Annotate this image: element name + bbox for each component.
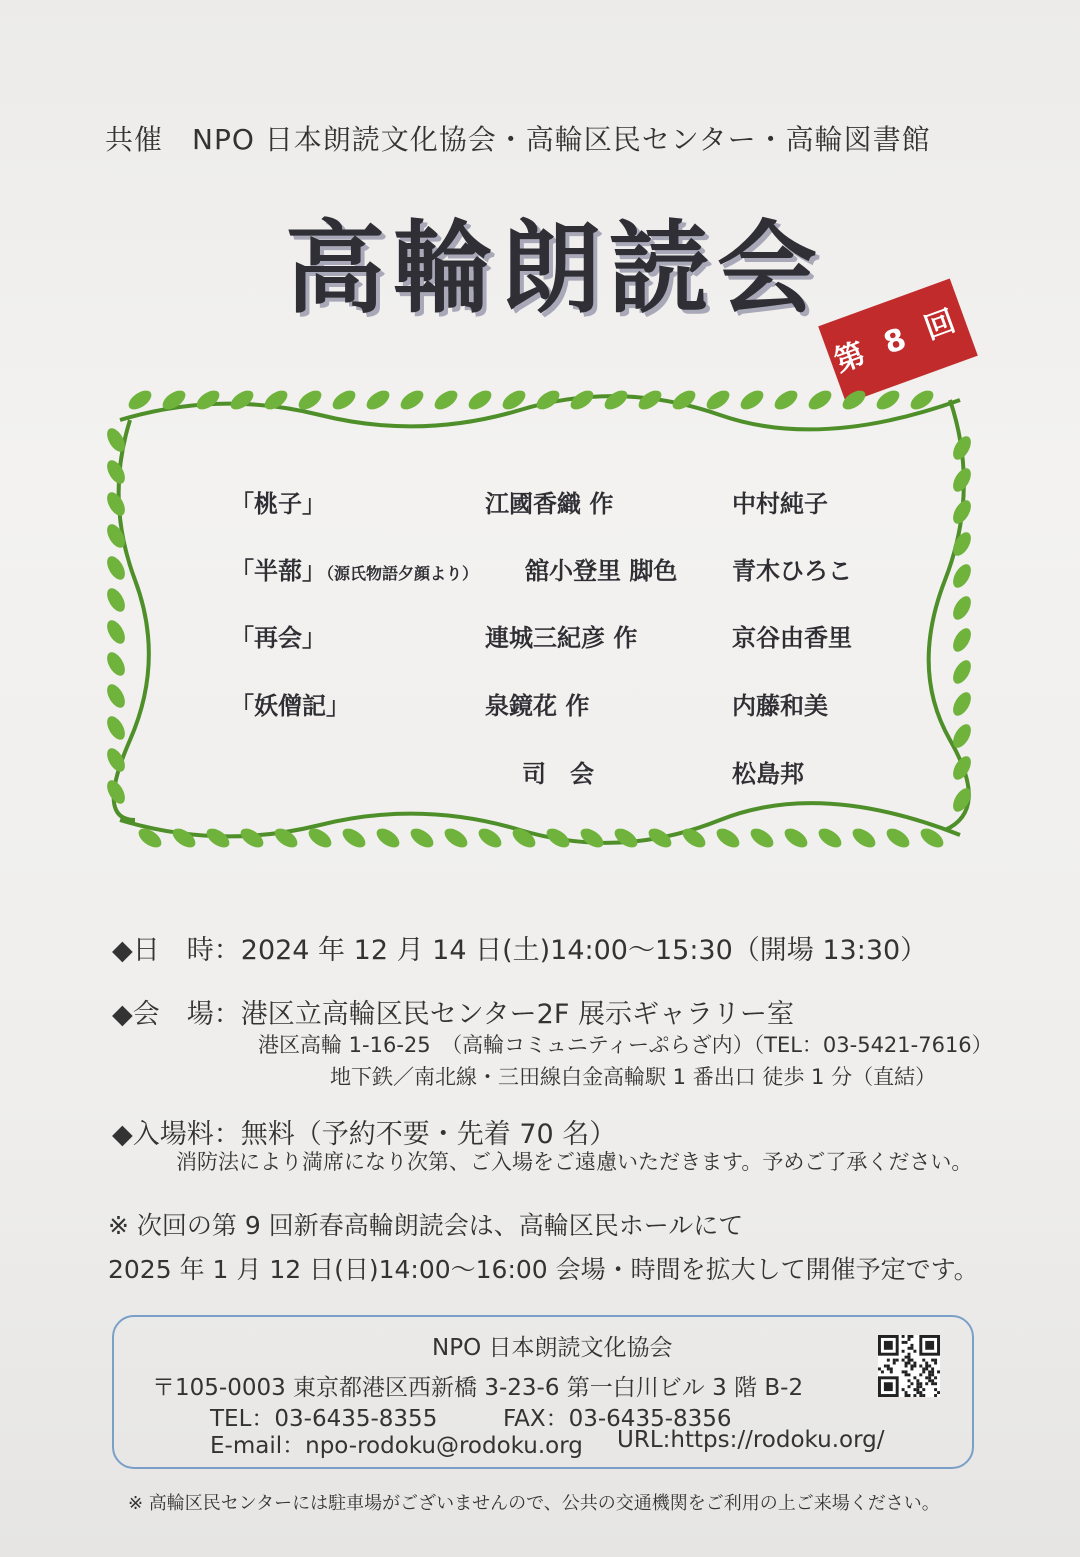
program-reader-1: 中村純子 [732, 490, 828, 518]
leaf-icon [839, 387, 868, 413]
leaf-icon [883, 825, 912, 851]
venue-address: 港区高輪 1-16-25 （高輪コミュニティーぷらざ内）（TEL：03-5421-7616） [258, 1033, 993, 1057]
qr-code-icon[interactable] [878, 1335, 940, 1397]
leaf-icon [669, 387, 698, 413]
contact-tel: TEL：03-6435-8355 [210, 1406, 438, 1432]
leaf-icon [713, 825, 742, 851]
leaf-icon [125, 387, 154, 413]
program-reader-4: 内藤和美 [732, 692, 828, 720]
leaf-icon [103, 617, 128, 647]
leaf-icon [949, 753, 974, 783]
leaf-icon [577, 825, 606, 851]
leaf-icon [737, 387, 766, 413]
edition-badge: 第 8 回 [818, 279, 978, 404]
fee-label: ◆入場料： [112, 1119, 241, 1150]
leaf-icon [103, 489, 128, 519]
leaf-icon [949, 689, 974, 719]
leaf-icon [601, 387, 630, 413]
date-value: 2024 年 12 月 14 日(土)14:00～15:30（開場 13:30） [240, 935, 928, 966]
leaf-icon [475, 825, 504, 851]
contact-org: NPO 日本朗読文化協会 [432, 1335, 673, 1361]
program-reader-2: 青木ひろこ [732, 557, 852, 585]
venue-access: 地下鉄／南北線・三田線白金高輪駅 1 番出口 徒歩 1 分（直結） [330, 1065, 937, 1089]
leaf-icon [815, 825, 844, 851]
program-row-1 [230, 484, 326, 519]
parking-note: ※ 高輪区民センターには駐車場がございませんので、公共の交通機関をご利用の上ご来場ください。 [128, 1493, 940, 1514]
leaf-icon [103, 681, 128, 711]
leaf-icon [103, 553, 128, 583]
next-event-line-2: 2025 年 1 月 12 日(日)14:00～16:00 会場・時間を拡大して開催予定です。 [108, 1255, 979, 1284]
program-row-4 [230, 686, 350, 721]
work-title: 「妖僧記」 [230, 692, 350, 720]
work-title: 「桃子」 [230, 490, 326, 518]
program-author-4: 泉鏡花 作 [485, 692, 590, 720]
program-author-2: 舘小登里 脚色 [525, 557, 678, 585]
leaf-icon [949, 657, 974, 687]
work-title: 「半蔀」 [230, 557, 326, 585]
leaf-icon [373, 825, 402, 851]
leaf-icon [611, 825, 640, 851]
leaf-icon [873, 387, 902, 413]
mc-name: 松島邦 [732, 760, 804, 788]
leaf-icon [949, 593, 974, 623]
venue-label: ◆会 場： [112, 999, 241, 1030]
program-author-1: 江國香織 作 [485, 490, 614, 518]
date-row [112, 928, 927, 967]
contact-address: 〒105-0003 東京都港区西新橋 3-23-6 第一白川ビル 3 階 B-2 [152, 1375, 804, 1401]
cosponsor-line: 共催 NPO 日本朗読文化協会・高輪区民センター・高輪図書館 [105, 123, 931, 156]
leaf-icon [747, 825, 776, 851]
leaf-icon [805, 387, 834, 413]
contact-url[interactable]: URL:https://rodoku.org/ [617, 1427, 885, 1453]
leaf-icon [849, 825, 878, 851]
date-label: ◆日 時： [112, 935, 241, 966]
contact-fax: FAX：03-6435-8356 [503, 1406, 732, 1432]
contact-email[interactable]: E-mail：npo-rodoku@rodoku.org [210, 1433, 583, 1459]
leaf-icon [949, 785, 974, 815]
leaf-icon [227, 387, 256, 413]
leaf-icon [193, 387, 222, 413]
leaf-icon [339, 825, 368, 851]
next-event-line-1: ※ 次回の第 9 回新春高輪朗読会は、高輪区民ホールにて [108, 1211, 744, 1240]
venue-value: 港区立高輪区民センター2F 展示ギャラリー室 [240, 999, 794, 1030]
fee-value: 無料（予約不要・先着 70 名） [240, 1119, 617, 1150]
leaf-icon [407, 825, 436, 851]
mc-label: 司 会 [522, 760, 594, 788]
leaf-icon [103, 457, 128, 487]
leaf-icon [949, 625, 974, 655]
program-reader-3: 京谷由香里 [732, 624, 852, 652]
leaf-icon [103, 585, 128, 615]
leaf-icon [397, 387, 426, 413]
program-row-2 [230, 551, 478, 586]
leaf-icon [949, 561, 974, 591]
leaf-icon [771, 387, 800, 413]
leaf-icon [169, 825, 198, 851]
leaf-icon [103, 649, 128, 679]
leaf-icon [441, 825, 470, 851]
leaf-icon [781, 825, 810, 851]
leaf-icon [431, 387, 460, 413]
program-row-3 [230, 618, 326, 653]
work-title: 「再会」 [230, 624, 326, 652]
fee-note: 消防法により満席になり次第、ご入場をご遠慮いただきます。予めご了承ください。 [176, 1150, 973, 1174]
leaf-icon [103, 713, 128, 743]
venue-row [112, 992, 794, 1031]
leaf-icon [363, 387, 392, 413]
leaf-icon [465, 387, 494, 413]
leaf-icon [329, 387, 358, 413]
program-author-3: 連城三紀彦 作 [485, 624, 638, 652]
event-title: 高輪朗読会 [285, 210, 825, 327]
work-note: （源氏物語夕顔より） [326, 564, 479, 583]
